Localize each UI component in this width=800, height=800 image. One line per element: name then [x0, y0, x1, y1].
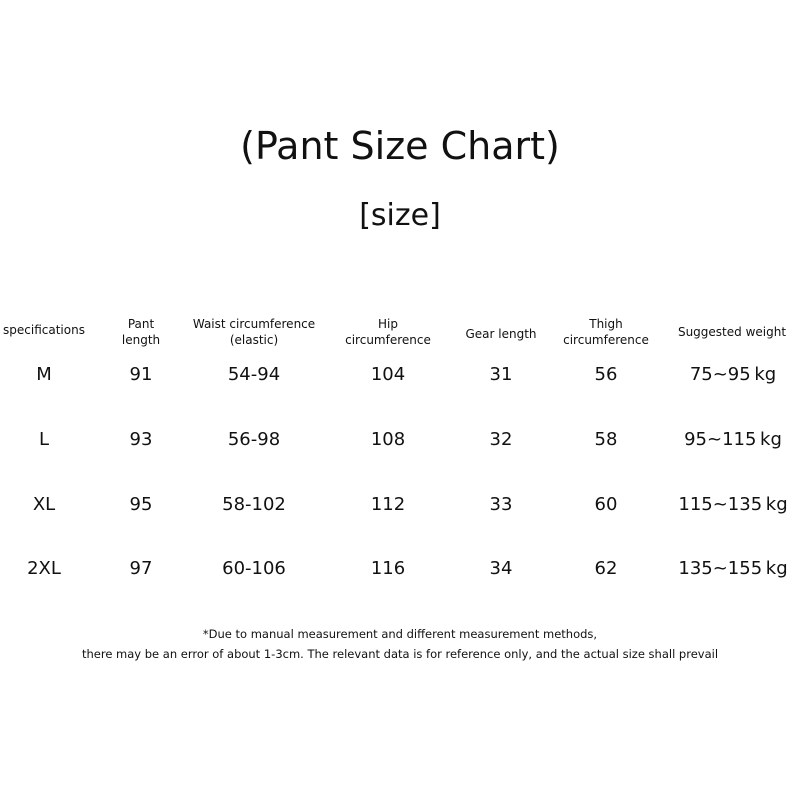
- table-cell: 112: [370, 494, 406, 515]
- weight-unit: kg: [754, 364, 777, 385]
- table-cell: 56: [594, 364, 618, 385]
- table-cell: [690, 364, 776, 386]
- size-label-cell: L: [38, 429, 50, 450]
- table-cell: 62: [594, 558, 618, 579]
- column-header-line: Thigh: [589, 317, 623, 331]
- column-header-thigh-circumference: [563, 316, 649, 348]
- column-header-specifications: [3, 322, 85, 338]
- size-label-cell: 2XL: [27, 558, 61, 579]
- disclaimer-line-2: there may be an error of about 1-3cm. The relevant data is for reference only, and the actual size shall prevail: [81, 647, 719, 661]
- column-header-suggested-weight: [678, 324, 786, 340]
- table-cell: 56-98: [227, 429, 281, 450]
- weight-unit: kg: [765, 494, 788, 515]
- table-cell: 104: [370, 364, 406, 385]
- table-cell: 58-102: [222, 494, 286, 515]
- disclaimer-line-1: *Due to manual measurement and different measurement methods,: [202, 627, 598, 641]
- table-cell: [684, 429, 782, 451]
- column-header-waist-circumference: [193, 316, 315, 348]
- weight-unit: kg: [760, 429, 782, 450]
- column-header-line: Suggested weight: [677, 325, 787, 339]
- table-cell: 91: [129, 364, 153, 385]
- table-cell: 95: [129, 494, 153, 515]
- table-cell: 60: [594, 494, 618, 515]
- column-header-line: (elastic): [229, 333, 279, 347]
- column-header-line: circumference: [563, 333, 649, 347]
- weight-range: 95~115: [684, 429, 757, 450]
- table-cell: 97: [129, 558, 153, 579]
- table-cell: 116: [370, 558, 406, 579]
- table-cell: 60-106: [222, 558, 286, 579]
- table-cell: 31: [489, 364, 513, 385]
- column-header-line: Gear length: [465, 327, 537, 341]
- weight-range: 135~155: [678, 558, 763, 579]
- column-header-line: length: [121, 333, 161, 347]
- table-cell: 33: [489, 494, 513, 515]
- size-label-cell: XL: [32, 494, 56, 515]
- column-header-gear-length: [465, 326, 536, 342]
- column-header-hip-circumference: [345, 316, 431, 348]
- column-header-line: specifications: [3, 323, 85, 337]
- page-subtitle: [size]: [359, 198, 441, 233]
- size-label-cell: M: [36, 364, 52, 385]
- column-header-line: Pant: [127, 317, 155, 331]
- column-header-line: circumference: [345, 333, 431, 347]
- table-cell: [678, 558, 787, 580]
- table-cell: 108: [370, 429, 406, 450]
- table-cell: 32: [489, 429, 513, 450]
- weight-range: 75~95: [689, 364, 751, 385]
- column-header-line: Hip: [378, 317, 398, 331]
- disclaimer-note: [0, 624, 800, 664]
- weight-range: 115~135: [678, 494, 763, 515]
- column-header-pant-length: [122, 316, 160, 348]
- table-cell: 34: [489, 558, 513, 579]
- column-header-line: Waist circumference: [192, 317, 316, 331]
- table-cell: 54-94: [227, 364, 281, 385]
- weight-unit: kg: [765, 558, 788, 579]
- table-cell: [678, 494, 787, 516]
- table-cell: 93: [129, 429, 153, 450]
- table-cell: 58: [594, 429, 618, 450]
- page-title: (Pant Size Chart): [240, 124, 560, 168]
